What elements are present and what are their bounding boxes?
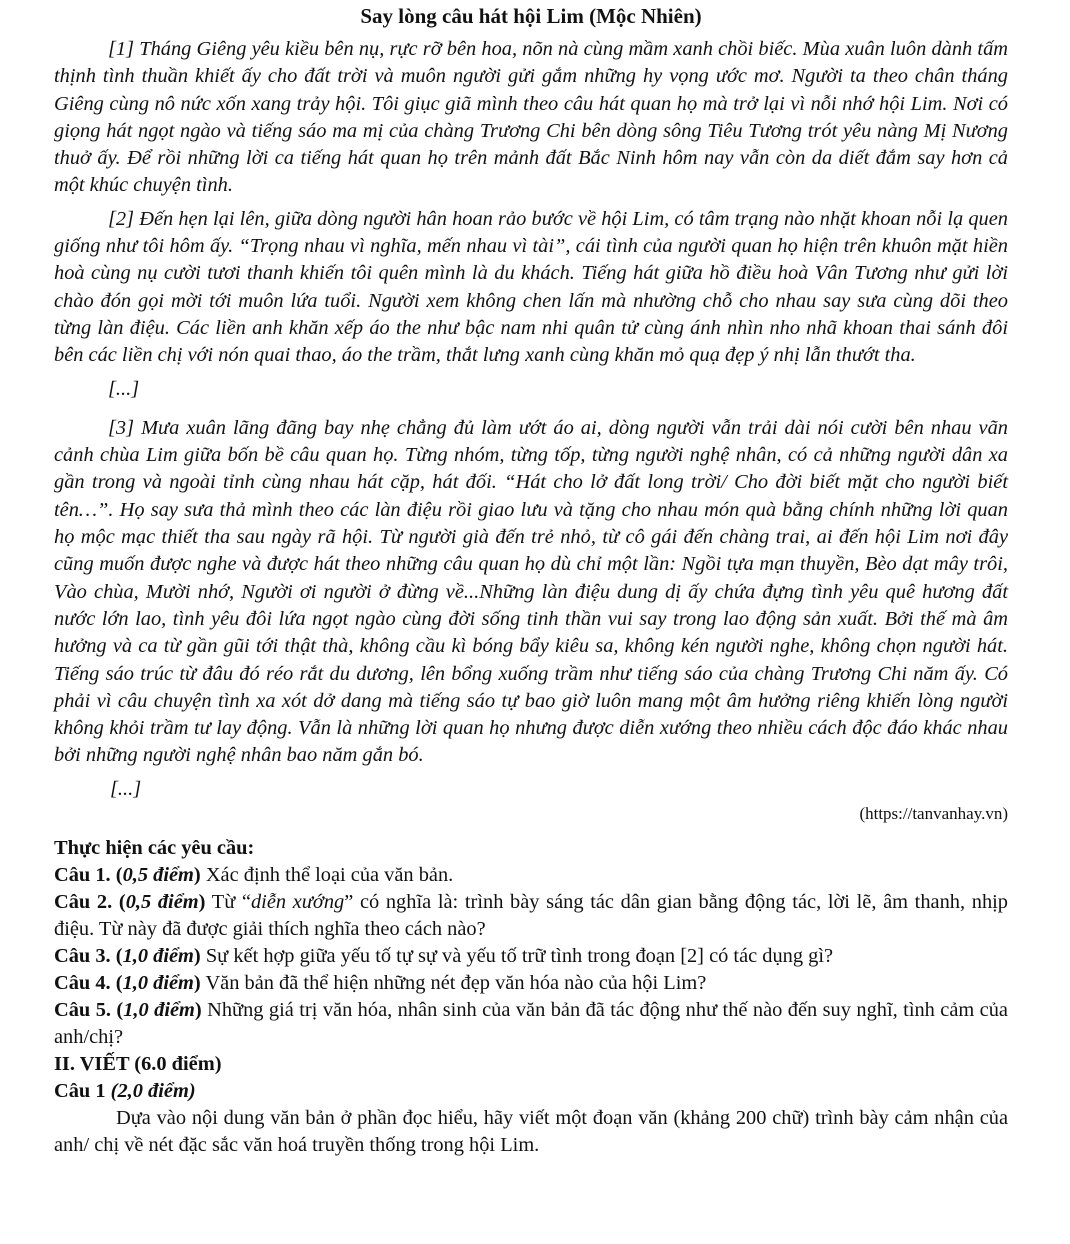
question-text: Những giá trị văn hóa, nhân sinh của văn bản đã tác động như thế nào đến suy nghĩ, tình cảm của anh/chị? bbox=[54, 999, 1008, 1049]
omission-mark-2: [...] bbox=[110, 777, 142, 800]
question-label: Câu 2. bbox=[54, 891, 113, 914]
question-label: Câu 4. bbox=[54, 972, 111, 995]
question-text: Văn bản đã thể hiện những nét đẹp văn hóa nào của hội Lim? bbox=[205, 972, 707, 995]
question-5: Câu 5. (1,0 điểm) Những giá trị văn hóa, nhân sinh của văn bản đã tác động như thế nào đến suy nghĩ, tình cảm của anh/chị? bbox=[54, 999, 1008, 1049]
writing-section-heading: II. VIẾT (6.0 điểm) bbox=[54, 1053, 222, 1076]
document-title: Say lòng câu hát hội Lim (Mộc Nhiên) bbox=[360, 4, 702, 28]
question-2: Câu 2. (0,5 điểm) Từ “diễn xướng” có nghĩa là: trình bày sáng tác dân gian bằng động tác, lời lẽ, âm thanh, nhịp điệu. Từ này đã được giải thích nghĩa theo cách nào? bbox=[54, 891, 1009, 941]
writing-question-label: Câu 1 bbox=[54, 1080, 106, 1103]
source-citation: (https://tanvanhay.vn) bbox=[859, 804, 1008, 824]
question-label: Câu 1. bbox=[54, 864, 111, 887]
question-points: 1,0 điểm bbox=[122, 945, 194, 968]
question-text: Xác định thể loại của văn bản. bbox=[205, 864, 454, 887]
requirements-heading: Thực hiện các yêu cầu: bbox=[54, 837, 255, 860]
question-points: 1,0 điểm bbox=[123, 999, 195, 1022]
question-points: 1,0 điểm bbox=[122, 972, 194, 995]
question-text: Sự kết hợp giữa yếu tố tự sự và yếu tố trữ tình trong đoạn [2] có tác dụng gì? bbox=[205, 945, 834, 968]
question-3: Câu 3. (1,0 điểm) Sự kết hợp giữa yếu tố tự sự và yếu tố trữ tình trong đoạn [2] có tác dụng gì? bbox=[54, 945, 834, 968]
paragraph-2: [2] Đến hẹn lại lên, giữa dòng người hân hoan rảo bước về hội Lim, có tâm trạng nào nhặt khoan nỗi lạ quen giống như tôi hôm ấy. “Trọng nhau vì nghĩa, mến nhau vì tài”, cái tình của người quan họ hiện trên khuôn mặt hiền hoà cùng nụ cười tươi thanh khiến tôi quên mình là du khách. Tiếng hát giữa hồ điều hoà Vân Tương như gửi lời chào đón gọi mời tới muôn lứa tuổi. Người xem không chen lấn mà nhường chỗ cho nhau say sưa cùng dõi theo từng làn điệu. Các liền anh khăn xếp áo the như bậc nam nhi quân tử cùng ánh nhìn nho nhã khoan thai sánh đôi bên các liền chị với nón quai thao, áo the trầm, thắt lưng xanh cùng khăn mỏ quạ đẹp ý nhị lẫn thướt tha. bbox=[54, 207, 1008, 367]
question-text-after: ” có nghĩa là: trình bày sáng tác dân gian bằng động tác, lời lẽ, âm thanh, nhịp điệu. Từ này đã được giải thích nghĩa theo cách nào? bbox=[54, 891, 1009, 941]
writing-task: Dựa vào nội dung văn bản ở phần đọc hiểu, hãy viết một đoạn văn (khảng 200 chữ) trình bày cảm nhận của anh/ chị về nét đặc sắc văn hoá truyền thống trong hội Lim. bbox=[54, 1107, 1008, 1157]
paragraph-3: [3] Mưa xuân lãng đãng bay nhẹ chẳng đủ làm ướt áo ai, dòng người vẫn trải dài nói cười bên nhau vãn cảnh chùa Lim giữa bốn bề câu quan họ. Từng nhóm, từng tốp, từng người nghệ nhân, có cả những người dân xa gần trong và ngoài tỉnh cùng nhau hát cặp, hát đối. “Hát cho lở đất long trời/ Cho đời biết mặt cho người biết tên…”. Họ say sưa thả mình theo các làn điệu rồi giao lưu và tặng cho nhau món quà bằng chính những lời quan họ mộc mạc thiết tha sau ngày rã hội. Từ người già đến trẻ nhỏ, từ cô gái đến chàng trai, ai đến hội Lim nơi đây cũng muốn được nghe và được hát theo những câu quan họ dù chỉ một lần: Ngồi tựa mạn thuyền, Bèo dạt mây trôi, Vào chùa, Mười nhớ, Người ơi người ở đừng về...Những làn điệu dung dị ấy chứa đựng tình yêu quê hương đất nước lớn lao, tình yêu đôi lứa ngọt ngào cùng đời sống tinh thần vui say trong lao động sản xuất. Bởi thế mà âm hưởng và ca từ gần gũi tới thật thà, không cầu kì bóng bẩy kiêu sa, không kén người nghe, không chọn người hát. Tiếng sáo trúc từ đâu đó réo rắt du dương, lên bổng xuống trầm như tiếng sáo của chàng Trương Chi năm ấy. Có phải vì câu chuyện tình xa xót dở dang mà tiếng sáo tự bao giờ luôn mang một âm hưởng riêng khiến lòng người không khỏi trầm tư lay động. Vẫn là những lời quan họ nhưng được diễn xướng theo nhiều cách độc đáo khác nhau bởi những người nghệ nhân bao năm gắn bó. bbox=[54, 416, 1008, 767]
question-label: Câu 5. bbox=[54, 999, 111, 1022]
writing-question-points: (2,0 điểm) bbox=[110, 1080, 196, 1103]
question-term: diễn xướng bbox=[250, 891, 345, 914]
question-1: Câu 1. (0,5 điểm) Xác định thể loại của văn bản. bbox=[54, 864, 454, 887]
paragraph-1: [1] Tháng Giêng yêu kiều bên nụ, rực rỡ bên hoa, nõn nà cùng mầm xanh chồi biếc. Mùa xuân luôn dành tấm thịnh tình thuần khiết ấy cho đất trời và muôn người gửi gắm những hy vọng ước mơ. Người ta theo chân tháng Giêng cùng nô nức xốn xang trảy hội. Tôi giục giã mình theo câu hát quan họ mà trở lại vì nỗi nhớ hội Lim. Nơi có giọng hát ngọt ngào và tiếng sáo ma mị của chàng Trương Chi bên dòng sông Tiêu Tương trót yêu nàng Mị Nương thuở ấy. Để rồi những lời ca tiếng hát quan họ trên mảnh đất Bắc Ninh hôm nay vẫn còn da diết đắm say hơn cả một khúc chuyện tình. bbox=[54, 38, 1008, 197]
omission-mark-1: [...] bbox=[108, 377, 140, 400]
question-points: 0,5 điểm bbox=[125, 891, 199, 914]
question-text-before: Từ “ bbox=[211, 891, 251, 914]
question-4: Câu 4. (1,0 điểm) Văn bản đã thể hiện những nét đẹp văn hóa nào của hội Lim? bbox=[54, 972, 707, 995]
question-points: 0,5 điểm bbox=[122, 864, 194, 887]
writing-question-heading bbox=[54, 1078, 1008, 1105]
question-label: Câu 3. bbox=[54, 945, 111, 968]
